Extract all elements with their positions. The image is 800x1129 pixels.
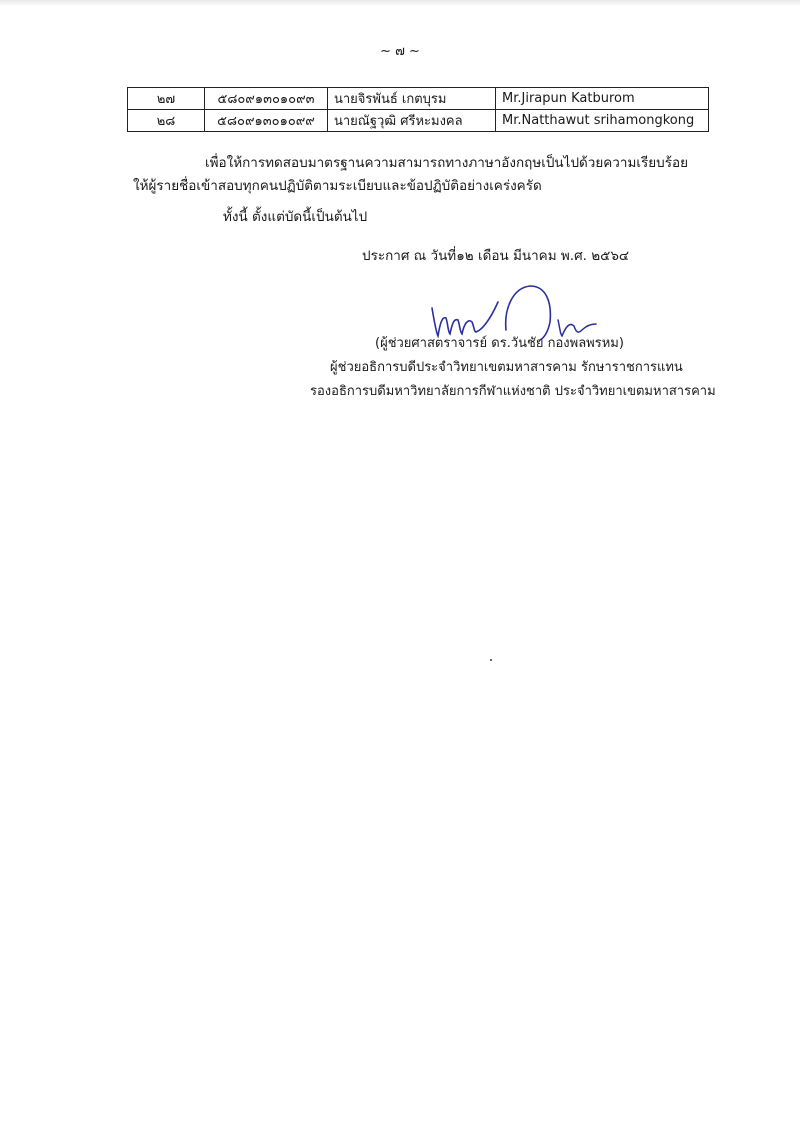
scan-speck: [490, 659, 492, 661]
candidate-table: [127, 87, 709, 132]
paragraph-line-2: ให้ผู้รายชื่อเข้าสอบทุกคนปฏิบัติตามระเบียบและข้อปฏิบัติอย่างเคร่งครัด: [133, 178, 542, 194]
table-row: [128, 110, 709, 132]
scan-edge: [0, 0, 800, 6]
student-id: ๕๘๐๙๑๓๐๑๐๙๙: [205, 110, 328, 132]
row-number: ๒๘: [128, 110, 205, 132]
announcement-date: ประกาศ ณ วันที่๑๒ เดือน มีนาคม พ.ศ. ๒๕๖๔: [362, 248, 630, 264]
signatory-name: (ผู้ช่วยศาสตราจารย์ ดร.วันชัย กองพลพรหม): [375, 336, 624, 351]
paragraph-line-1: เพื่อให้การทดสอบมาตรฐานความสามารถทางภาษาอังกฤษเป็นไปด้วยความเรียบร้อย: [205, 155, 688, 171]
signatory-position-1: ผู้ช่วยอธิการบดีประจำวิทยาเขตมหาสารคาม รักษาราชการแทน: [330, 360, 683, 375]
name-english: Mr.Jirapun Katburom: [496, 88, 709, 110]
name-english: Mr.Natthawut srihamongkong: [496, 110, 709, 132]
signatory-position-2: รองอธิการบดีมหาวิทยาลัยการกีฬาแห่งชาติ ประจำวิทยาเขตมหาสารคาม: [310, 384, 716, 399]
page-number: ~ ๗ ~: [380, 44, 420, 59]
effective-statement: ทั้งนี้ ตั้งแต่บัดนี้เป็นต้นไป: [223, 209, 368, 225]
student-id: ๕๘๐๙๑๓๐๑๐๙๓: [205, 88, 328, 110]
table-row: [128, 88, 709, 110]
row-number: ๒๗: [128, 88, 205, 110]
name-thai: นายจิรพันธ์ เกตบุรม: [328, 88, 496, 110]
name-thai: นายณัฐวุฒิ ศรีหะมงคล: [328, 110, 496, 132]
